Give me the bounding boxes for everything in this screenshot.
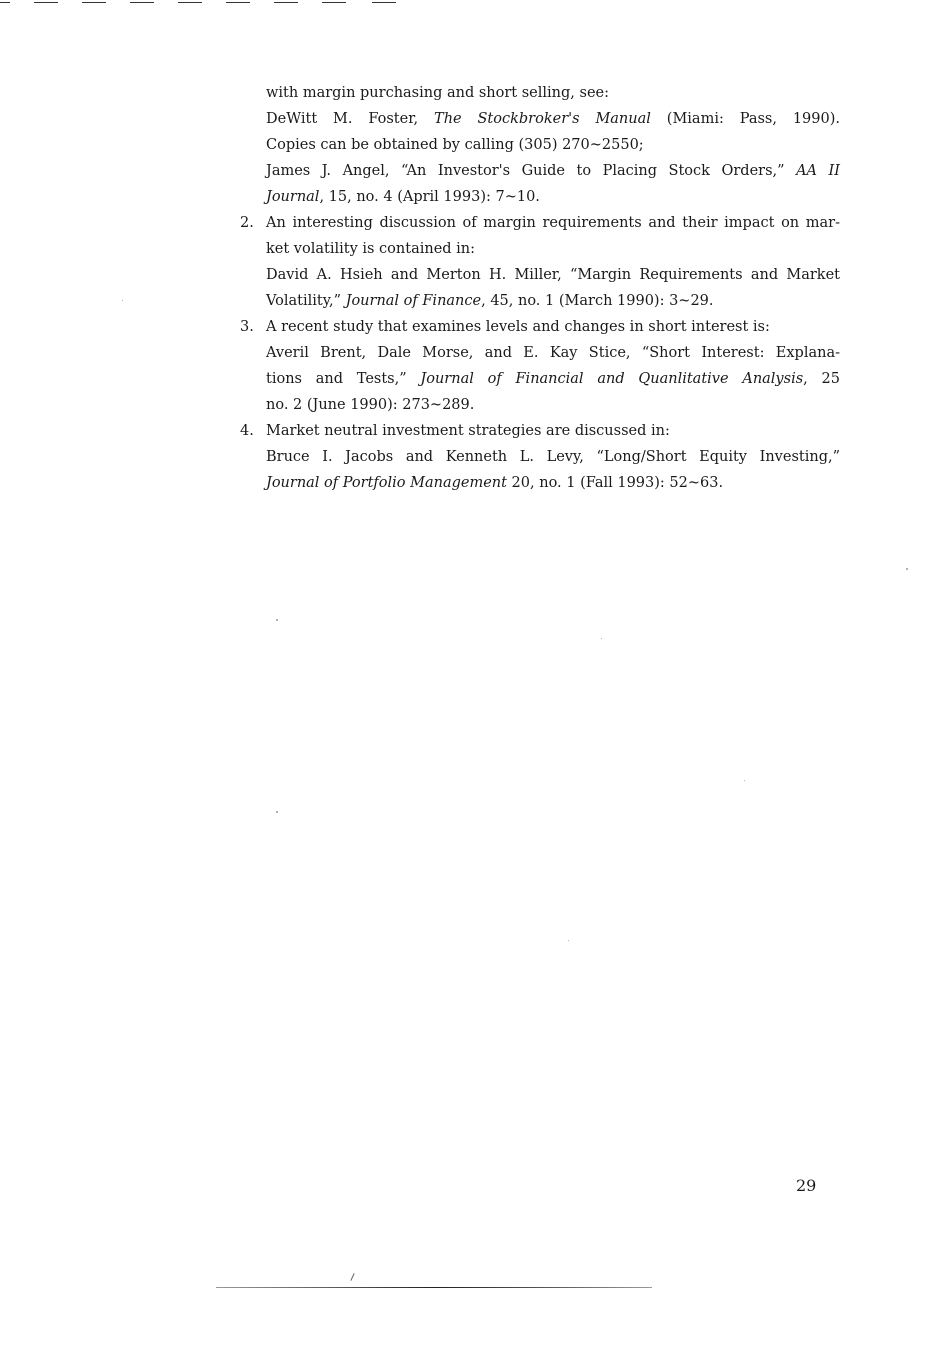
journal-title: Journal [266, 189, 320, 205]
journal-title: AA II [796, 163, 840, 179]
reference-hsieh-line2: Volatility,” Journal of Finance, 45, no. 1 (March 1990): 3~29. [266, 293, 714, 309]
journal-title: Journal of Financial and Quanlitative Analysis [420, 371, 804, 387]
page-number: 29 [796, 1176, 817, 1195]
book-title: The Stockbroker's Manual [434, 111, 651, 127]
reference-angel-line2: Journal, 15, no. 4 (April 1993): 7~10. [266, 189, 540, 205]
list-item: 2. An interesting discussion of margin requirements and their impact on mar- [240, 210, 840, 236]
reference-jacobs: Bruce I. Jacobs and Kenneth L. Levy, “Long/Short Equity Investing,” [266, 449, 840, 465]
item-number: 2. [240, 215, 254, 231]
scan-speck [276, 811, 278, 813]
scan-speck [122, 300, 123, 301]
scan-mark [350, 1273, 354, 1281]
list-item: 4. Market neutral investment strategies are discussed in: [240, 418, 840, 444]
reference-foster-line2: Copies can be obtained by calling (305) 270~2550; [266, 137, 644, 153]
journal-title: Journal of Portfolio Management [266, 475, 507, 491]
intro-line: with margin purchasing and short selling, see: [266, 85, 609, 101]
reference-hsieh: David A. Hsieh and Merton H. Miller, “Margin Requirements and Market [266, 267, 840, 283]
reference-foster: DeWitt M. Foster, The Stockbroker's Manual (Miami: Pass, 1990). [266, 111, 841, 127]
reference-brent-line2: tions and Tests,” Journal of Financial and Quanlitative Analysis, 25 [266, 371, 840, 387]
reference-brent-line3: no. 2 (June 1990): 273~289. [266, 397, 475, 413]
list-item-line: ket volatility is contained in: [266, 241, 476, 257]
scan-speck [744, 780, 745, 781]
scan-speck [568, 940, 569, 941]
reference-angel: James J. Angel, “An Investor's Guide to Placing Stock Orders,” AA II [266, 163, 840, 179]
journal-title: Journal of Finance [345, 293, 482, 309]
bottom-scan-rule [216, 1287, 652, 1288]
reference-brent: Averil Brent, Dale Morse, and E. Kay Stice, “Short Interest: Explana- [266, 345, 840, 361]
list-item: 3. A recent study that examines levels and changes in short interest is: [240, 314, 840, 340]
reference-jacobs-line2: Journal of Portfolio Management 20, no. 1 (Fall 1993): 52~63. [266, 475, 724, 491]
scan-speck [601, 638, 602, 639]
scan-speck [906, 568, 908, 570]
scan-speck [276, 619, 278, 621]
item-number: 3. [240, 319, 254, 335]
notes-text-block [240, 80, 840, 496]
item-number: 4. [240, 423, 254, 439]
